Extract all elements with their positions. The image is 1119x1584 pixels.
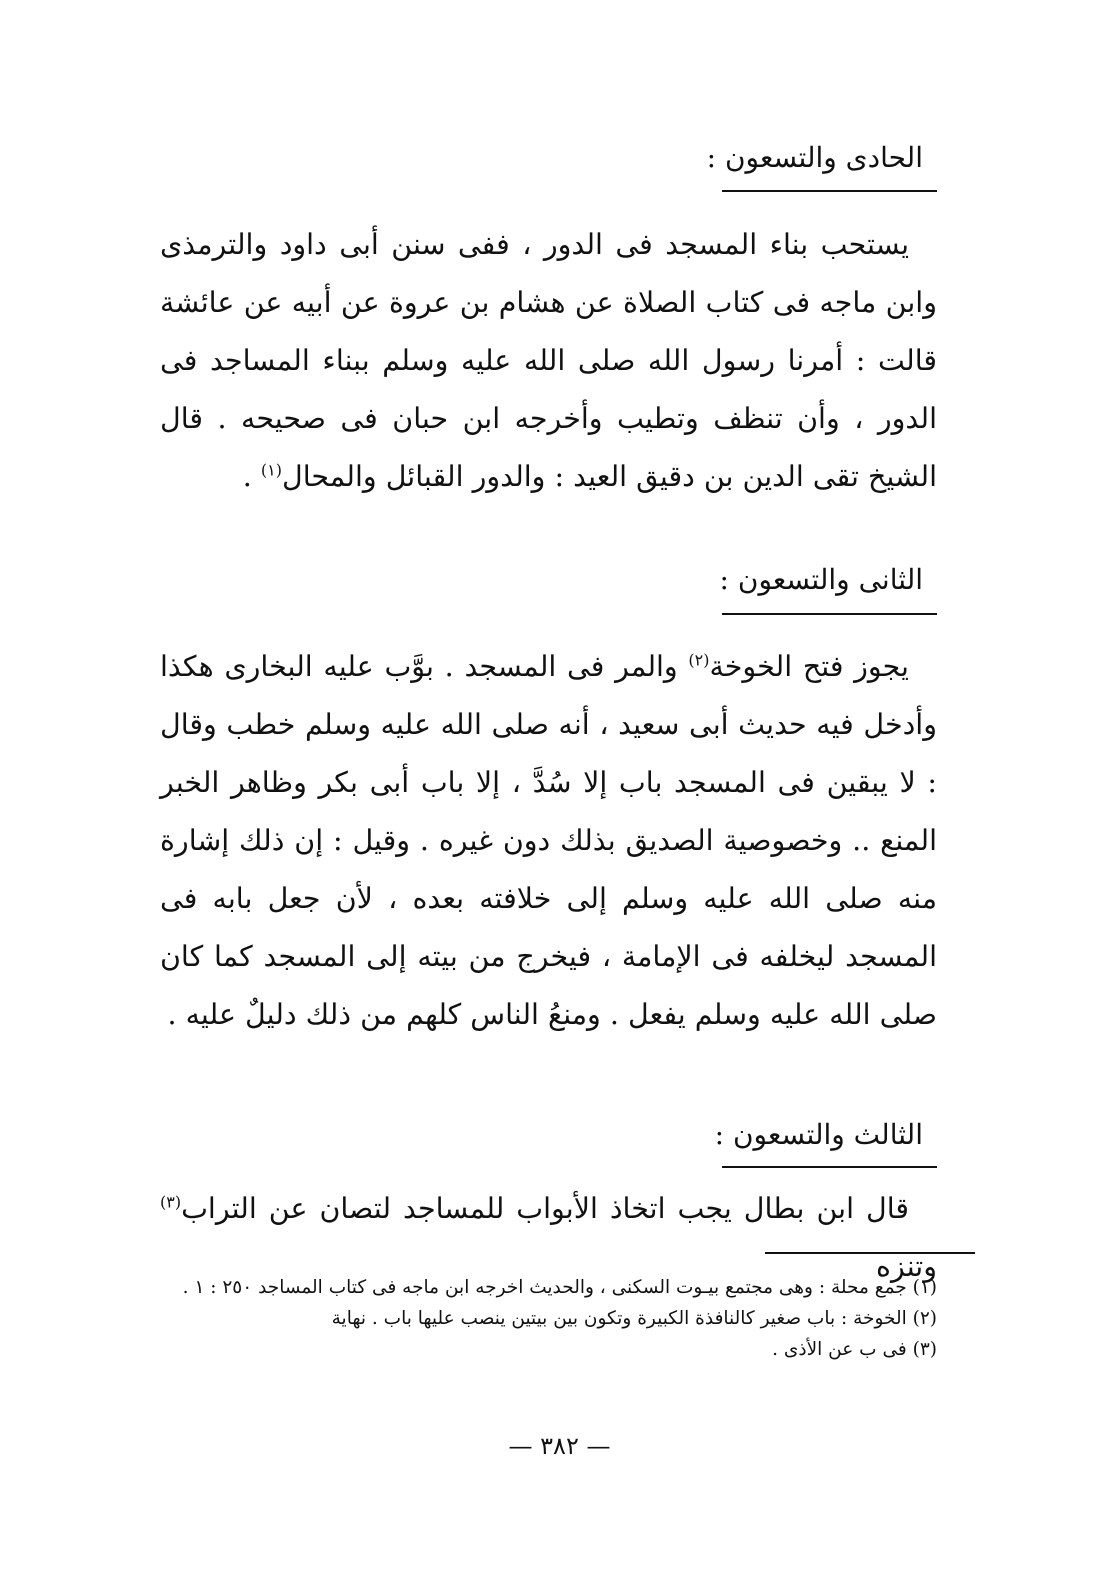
paragraph-2-text: والمر فى المسجد . بوَّب عليه البخارى هكذا وأدخل فيه حديث أبى سعيد ، أنه صلى الله عليه وسلم خطب وقال : لا يبقين فى المسجد باب إلا سُدَّ ، إلا باب أبى بكر وظاهر الخبر المنع .. وخصوصية الصديق بذلك دون غيره . وقيل : إن ذلك إشارة منه صلى الله عليه وسلم إلى خلافته بعده ، لأن جعل بابه فى المسجد ليخلفه فى الإمامة ، فيخرج من بيته إلى المسجد كما كان صلى الله عليه وسلم يفعل . ومنعُ الناس كلهم من ذلك دليلٌ عليه . [160,650,937,1031]
footnote-ref-3: (٣) [160,1192,182,1212]
section-heading-3: الثالث والتسعون : [714,1118,923,1151]
footnote-separator [765,1252,975,1254]
section-heading-2: الثانى والتسعون : [719,563,923,596]
paragraph-1-text: يستحب بناء المسجد فى الدور ، ففى سنن أبى داود والترمذى وابن ماجه فى كتاب الصلاة عن هشام بن عروة عن أبيه عن عائشة قالت : أمرنا رسول الله صلى الله عليه وسلم ببناء المساجد فى الدور ، وأن تنظف وتطيب وأخرجه ابن حبان فى صحيحه . قال الشيخ تقى الدين بن دقيق العيد : والدور القبائل والمحال [160,228,937,493]
section-heading-1: الحادى والتسعون : [706,141,923,174]
section-paragraph-1 [160,216,937,506]
paragraph-1-tail: . [242,460,261,493]
heading-underline-1 [722,190,937,192]
section-paragraph-2 [160,638,937,1044]
footnote-ref-2: (٢) [688,650,710,670]
heading-underline-2 [722,613,937,615]
footnote-1: (١) جمع محلة : وهى مجتمع بيـوت السكنى ، والحديث اخرجه ابن ماجه فى كتاب المساجد ٢٥٠ : ١ . [182,1277,937,1298]
page-number: — ٣٨٢ — [508,1432,611,1460]
footnote-2: (٢) الخوخة : باب صغير كالنافذة الكبيرة وتكون بين بيتين ينصب عليها باب . نهاية [331,1308,937,1329]
footnote-ref-1: (١) [260,460,283,480]
footnote-3: (٣) فى ب عن الأذى . [772,1339,937,1360]
paragraph-3-tail: وتنزه [876,1250,937,1283]
paragraph-2-start: يجوز فتح الخوخة [709,650,909,683]
heading-underline-3 [722,1166,937,1168]
paragraph-3-text: قال ابن بطال يجب اتخاذ الأبواب للمساجد لتصان عن التراب [181,1192,909,1225]
footnotes [160,1274,937,1367]
